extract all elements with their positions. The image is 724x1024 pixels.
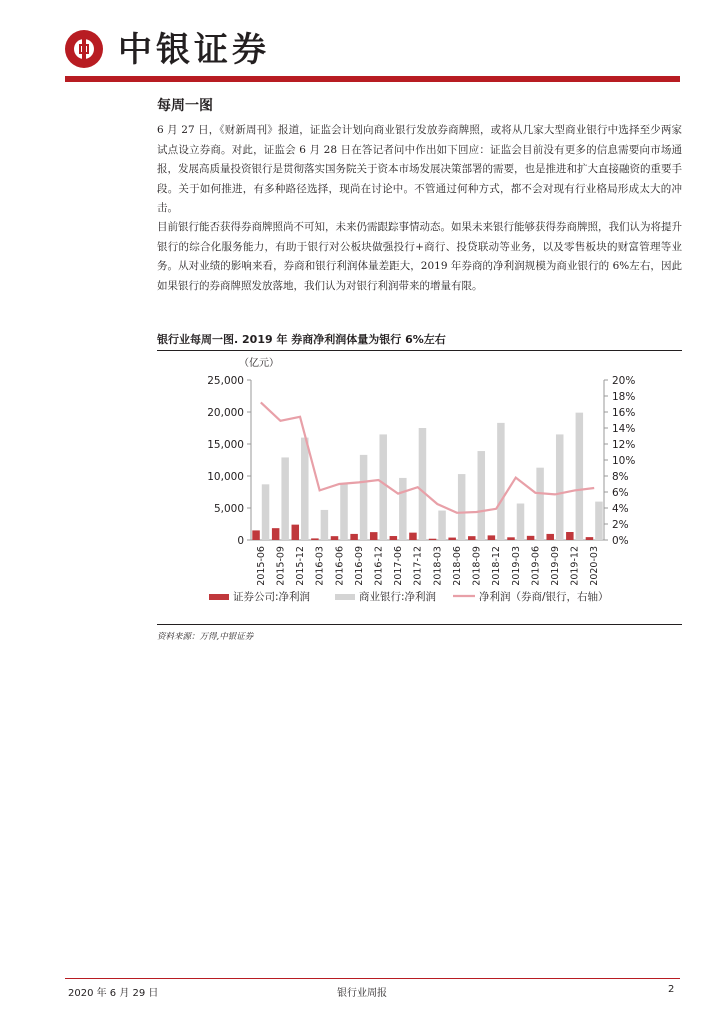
x-tick-label: 2019-12 [569, 546, 581, 586]
left-tick-label: 5,000 [213, 503, 244, 515]
paragraph-2: 目前银行能否获得券商牌照尚不可知，未来仍需跟踪事情动态。如果未来银行能够获得券商牌照，我们认为将提升银行的综合化服务能力，有助于银行对公板块做强投行+商行、投贷联动等业务，以及零售板块的财富管理等业务。从对业绩的影响来看，券商和银行利润体量差距大，2019 年券商的净利润规模为商业银行的 6%左右，因此如果银行的券商牌照发放落地，我们认为对银行利润带来的增量有限。 [157, 221, 682, 292]
x-tick-label: 2020-03 [589, 546, 601, 586]
bar-bank-net-profit [595, 502, 603, 540]
x-tick-label: 2016-12 [373, 546, 385, 586]
chart-legend [209, 590, 609, 603]
x-tick-label: 2019-03 [510, 546, 522, 586]
bar-securities-net-profit [429, 539, 437, 540]
right-tick-label: 16% [612, 407, 636, 419]
bar-bank-net-profit [497, 423, 505, 540]
left-tick-label: 15,000 [207, 439, 244, 451]
x-tick-label: 2015-12 [295, 546, 307, 586]
x-tick-label: 2015-06 [255, 546, 267, 586]
bar-bank-net-profit [458, 474, 466, 540]
x-tick-label: 2018-09 [471, 546, 483, 586]
bar-securities-net-profit [448, 538, 456, 540]
bar-securities-net-profit [331, 536, 339, 540]
right-tick-label: 6% [612, 487, 629, 499]
page-header [0, 0, 724, 90]
x-tick-label: 2016-06 [334, 546, 346, 586]
x-tick-label: 2015-09 [275, 546, 287, 586]
right-tick-label: 8% [612, 471, 629, 483]
bar-bank-net-profit [438, 511, 446, 540]
legend-label-securities: 证券公司:净利润 [233, 591, 311, 603]
page-number: 2 [668, 984, 675, 995]
bar-bank-net-profit [478, 451, 486, 540]
right-tick-label: 14% [612, 423, 636, 435]
ratio-line-series [261, 402, 594, 512]
bar-bank-net-profit [321, 510, 329, 540]
x-tick-label: 2016-09 [353, 546, 365, 586]
bar-securities-net-profit [507, 537, 515, 540]
right-axis [604, 375, 635, 547]
legend-swatch-bank [335, 594, 355, 600]
bar-bank-net-profit [576, 413, 584, 540]
bar-bank-net-profit [517, 504, 525, 540]
bar-securities-net-profit [409, 533, 417, 540]
bar-securities-net-profit [390, 536, 398, 540]
bar-bank-net-profit [536, 468, 544, 540]
left-tick-label: 20,000 [207, 407, 244, 419]
right-tick-label: 18% [612, 391, 636, 403]
x-tick-label: 2016-03 [314, 546, 326, 586]
x-tick-label: 2018-12 [491, 546, 503, 586]
bar-securities-net-profit [468, 536, 476, 540]
bar-securities-net-profit [350, 534, 358, 540]
legend-swatch-securities [209, 594, 229, 600]
bar-securities-net-profit [272, 528, 280, 540]
bar-bank-net-profit [399, 478, 407, 540]
chart-title: 银行业每周一图. 2019 年 券商净利润体量为银行 6%左右 [157, 333, 446, 346]
bar-securities-net-profit [311, 538, 319, 540]
right-tick-label: 2% [612, 519, 629, 531]
bank-logo-icon [65, 30, 103, 68]
legend-label-bank: 商业银行:净利润 [359, 591, 437, 603]
section-title: 每周一图 [157, 98, 213, 114]
x-axis-labels [256, 546, 600, 586]
x-tick-label: 2017-06 [393, 546, 405, 586]
bar-securities-net-profit [546, 534, 554, 540]
bar-bank-net-profit [419, 428, 427, 540]
bar-bank-net-profit [556, 434, 564, 540]
bar-bank-net-profit [301, 438, 309, 540]
right-tick-label: 0% [612, 535, 629, 547]
header-divider [65, 76, 680, 82]
x-tick-label: 2018-06 [451, 546, 463, 586]
left-tick-label: 10,000 [207, 471, 244, 483]
x-tick-label: 2017-12 [412, 546, 424, 586]
right-tick-label: 10% [612, 455, 636, 467]
bar-securities-net-profit [488, 535, 496, 540]
footer-date: 2020 年 6 月 29 日 [68, 988, 159, 999]
bar-bank-net-profit [360, 455, 368, 540]
x-tick-label: 2018-03 [432, 546, 444, 586]
left-tick-label: 0 [237, 535, 244, 547]
bar-securities-net-profit [586, 537, 594, 540]
x-tick-label: 2019-06 [530, 546, 542, 586]
left-tick-label: 25,000 [207, 375, 244, 387]
bar-bank-net-profit [281, 457, 289, 540]
bar-securities-net-profit [370, 532, 378, 540]
chart-top-rule [157, 350, 682, 351]
ratio-line [261, 402, 594, 512]
bar-bank-net-profit [379, 434, 387, 540]
bar-bank-net-profit [340, 484, 348, 540]
legend-label-ratio: 净利润（券商/银行，右轴） [479, 591, 609, 603]
brand-name: 中银证券 [118, 30, 270, 70]
bar-securities-net-profit [252, 530, 259, 540]
bar-securities-net-profit [566, 532, 574, 540]
bar-bank-net-profit [262, 484, 270, 540]
footer-report-name: 银行业周报 [337, 988, 387, 999]
unit-label: （亿元） [239, 358, 279, 369]
right-tick-label: 12% [612, 439, 636, 451]
right-tick-label: 4% [612, 503, 629, 515]
paragraph-1: 6 月 27 日，《财新周刊》报道，证监会计划向商业银行发放券商牌照，或将从几家大型商业银行中选择至少两家试点设立券商。对此，证监会 6 月 28 日在答记者问中作出如下回应：证监会目前没有更多的信息需要向市场通报，发展高质量投资银行是贯彻落实国务院关于资本市场发展决策部署的需要，也是推进和扩大直接融资的重要手段。关于如何推进，有多种路径选择，现尚在讨论中。不管通过何种方式，都不会对现有行业格局形成太大的冲击。 [157, 124, 682, 214]
profit-chart [157, 352, 682, 624]
bar-securities-net-profit [292, 525, 300, 540]
x-tick-label: 2019-09 [549, 546, 561, 586]
source-note: 资料来源：万得,中银证券 [157, 632, 254, 642]
footer-divider [65, 978, 680, 979]
right-tick-label: 20% [612, 375, 636, 387]
bar-securities-net-profit [527, 536, 535, 540]
chart-bottom-rule [157, 624, 682, 625]
